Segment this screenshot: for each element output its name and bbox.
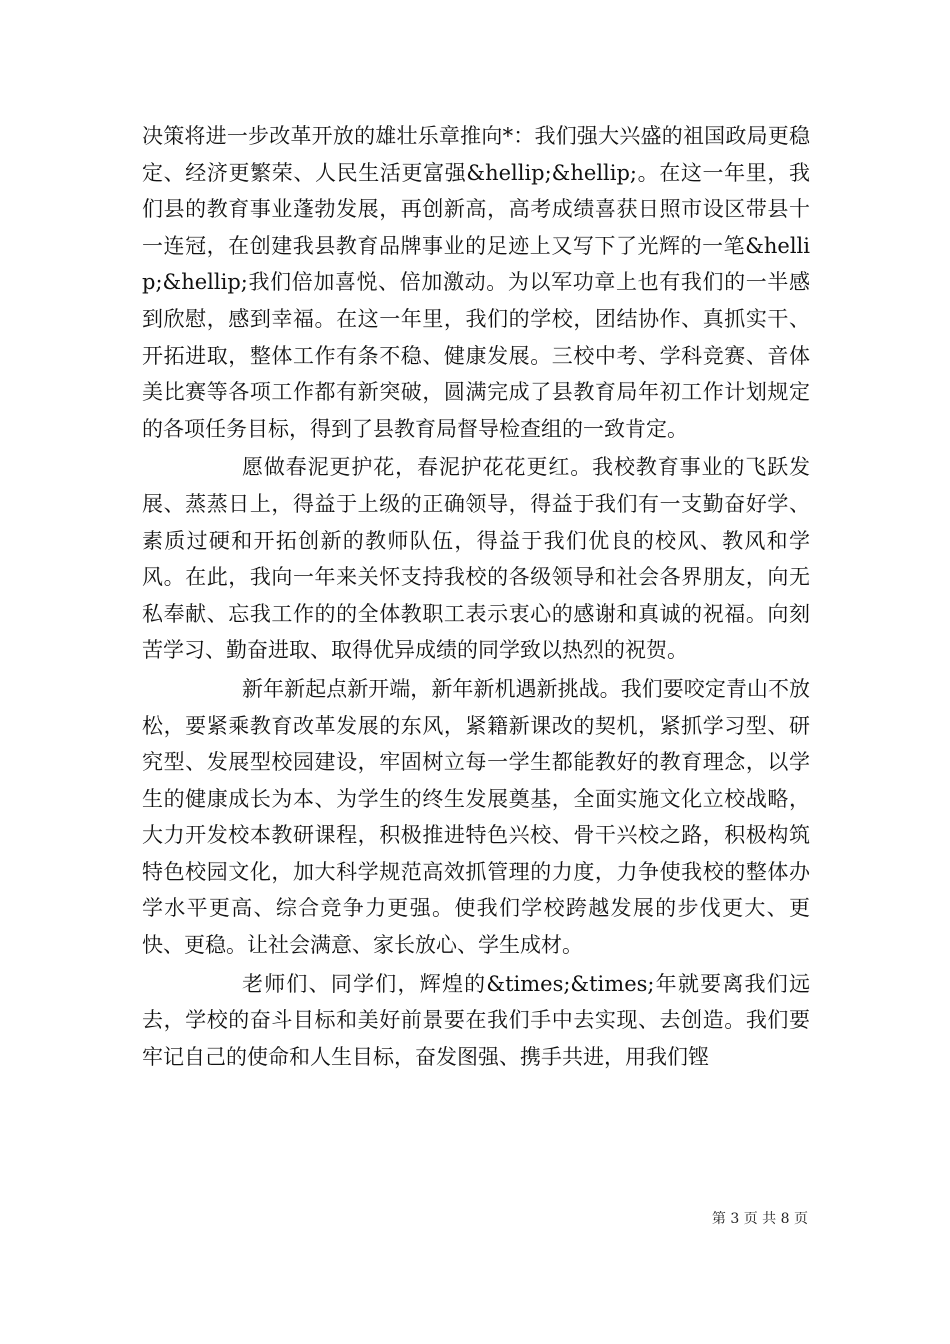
- paragraph-2: 愿做春泥更护花，春泥护花花更红。我校教育事业的飞跃发展、蒸蒸日上，得益于上级的正确领导，得益于我们有一支勤奋好学、素质过硬和开拓创新的教师队伍，得益于我们优良的校风、教风和学风。在此，我向一年来关怀支持我校的各级领导和社会各界朋友，向无私奉献、忘我工作的的全体教职工表示衷心的感谢和真诚的祝福。向刻苦学习、勤奋进取、取得优异成绩的同学致以热烈的祝贺。: [142, 455, 810, 663]
- page-number-footer: 第 3 页 共 8 页: [711, 1211, 808, 1227]
- paragraph-4: 老师们、同学们，辉煌的&times;&times;年就要离我们远去，学校的奋斗目标和美好前景要在我们手中去实现、去创造。我们要牢记自己的使命和人生目标，奋发图强、携手共进，用我们铿: [142, 971, 810, 1069]
- paragraph-3: 新年新起点新开端，新年新机遇新挑战。我们要咬定青山不放松，要紧乘教育改革发展的东风，紧籍新课改的契机，紧抓学习型、研究型、发展型校园建设，牢固树立每一学生都能教好的教育理念，以学生的健康成长为本、为学生的终生发展奠基，全面实施文化立校战略，大力开发校本教研课程，积极推进特色兴校、骨干兴校之路，积极构筑特色校园文化，加大科学规范高效抓管理的力度，力争使我校的整体办学水平更高、综合竞争力更强。使我们学校跨越发展的步伐更大、更快、更稳。让社会满意、家长放心、学生成材。: [142, 676, 810, 958]
- document-body: [142, 118, 810, 1075]
- paragraph-1: 决策将进一步改革开放的雄壮乐章推向*：我们强大兴盛的祖国政局更稳定、经济更繁荣、人民生活更富强&hellip;&hellip;。在这一年里，我们县的教育事业蓬勃发展，再创新高，高考成绩喜获日照市设区带县十一连冠，在创建我县教育品牌事业的足迹上又写下了光辉的一笔&hellip;&hellip;我们倍加喜悦、倍加激动。为以军功章上也有我们的一半感到欣慰，感到幸福。在这一年里，我们的学校，团结协作、真抓实干、开拓进取，整体工作有条不稳、健康发展。三校中考、学科竞赛、音体美比赛等各项工作都有新突破，圆满完成了县教育局年初工作计划规定的各项任务目标，得到了县教育局督导检查组的一致肯定。: [142, 124, 810, 441]
